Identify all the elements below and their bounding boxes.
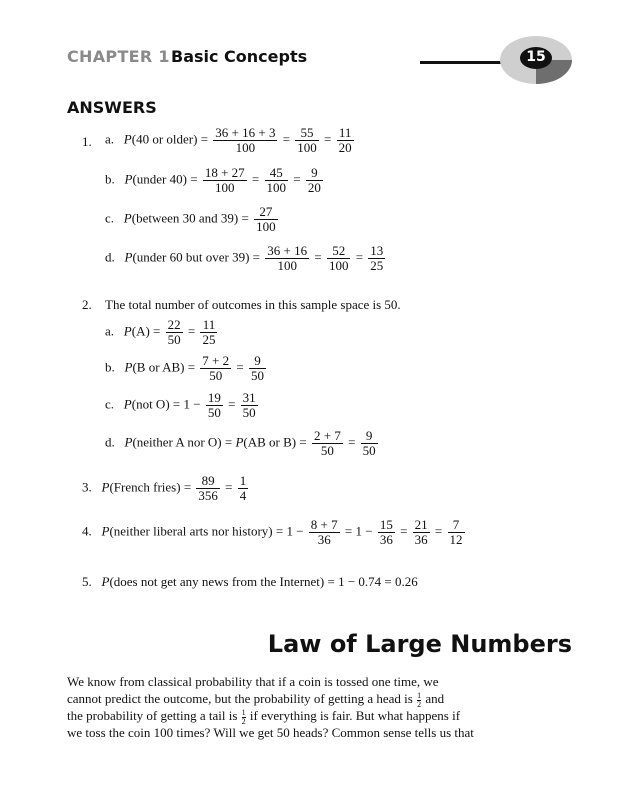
half-fraction-2 <box>242 709 246 726</box>
q1-b-f3-num: 9 <box>311 165 318 180</box>
q2-a-frac1 <box>166 318 183 347</box>
q2-d-label: d. <box>105 434 115 450</box>
q4-arg: (neither liberal arts nor history) <box>109 523 273 539</box>
q4-frac3 <box>413 518 430 547</box>
q3-f2-num: 1 <box>239 473 247 488</box>
chapter-title: Basic Concepts <box>171 47 308 66</box>
q1-b-f2-num: 45 <box>269 165 283 180</box>
q2-c-f2-num: 31 <box>242 390 256 405</box>
q1-a-f3-den: 20 <box>338 140 352 155</box>
q1-d-f2-num: 52 <box>332 243 346 258</box>
q1-c-p: P <box>123 210 132 226</box>
q1-b-p: P <box>124 171 133 187</box>
q5-arg: (does not get any news from the Internet) <box>109 574 325 589</box>
q3-f1-den: 356 <box>198 488 218 503</box>
q1-c-f1-den: 100 <box>256 219 276 234</box>
q2-d: d. P(neither A nor O) = P(AB or B) = $\frac{2 + 7}{50}$ = $\frac{9}{50}$ <box>105 428 376 458</box>
q5-p: P <box>101 574 110 589</box>
q2-a-arg: (A) <box>131 323 150 339</box>
q2-d-f2-den: 50 <box>362 443 376 458</box>
q4-p: P <box>101 523 110 539</box>
q5-rhs: = 1 − 0.74 = 0.26 <box>327 574 418 589</box>
q2-a-f1-num: 22 <box>167 317 181 332</box>
q2-b: b. P(B or AB) = $\frac{7 + 2}{50}$ = $\frac{9}{50}$ <box>105 353 264 383</box>
q1-d-f2-den: 100 <box>328 258 349 273</box>
q1-a-f2-num: 55 <box>300 125 314 140</box>
q4-f2-den: 36 <box>379 532 393 547</box>
q4-f1-num: 8 + 7 <box>310 517 338 532</box>
q1-a-f3-num: 11 <box>338 125 352 140</box>
q2-c-arg: (not O) <box>131 396 170 412</box>
q3: 3. P(French fries) = $\frac{89}{356}$ = $\frac{1}{4}$ <box>82 473 247 503</box>
q4-frac4 <box>448 518 465 547</box>
q2-a-label: a. <box>105 323 115 339</box>
q2-d-p: P <box>124 434 133 450</box>
q1-d-f3-num: 13 <box>370 243 384 258</box>
q1-b-f2-den: 100 <box>266 180 286 195</box>
q3-p: P <box>101 479 110 495</box>
q4-mid1: = 1 − <box>275 523 304 539</box>
q2-c-mid: = 1 − <box>172 396 201 412</box>
q4-number: 4. <box>82 523 92 539</box>
q1-a-frac1 <box>213 126 277 155</box>
q2-d-f2-num: 9 <box>365 428 373 443</box>
q1-c: c. P(between 30 and 39) = $\frac{27}{100}$ <box>105 204 276 234</box>
q4-mid2: = 1 − <box>344 523 373 539</box>
q1-a: a. P(40 or older) = $\frac{36 + 16 + 3}{100}$ = $\frac{55}{100}$ = $\frac{11}{20}$ <box>105 125 352 155</box>
body-line-2a: cannot predict the outcome, but the probability of getting a head is <box>67 691 413 706</box>
q1-b-label: b. <box>105 171 115 187</box>
q4-frac2 <box>378 518 395 547</box>
q3-number: 3. <box>82 479 92 495</box>
q1-b-frac2 <box>265 166 289 195</box>
body-line-2 <box>67 690 507 709</box>
half-den-2: 2 <box>241 716 246 726</box>
q1-a-label: a. <box>105 131 115 147</box>
q3-frac2 <box>238 474 249 503</box>
q2-d-f1-num: 2 + 7 <box>313 428 341 443</box>
q1-b-f1-den: 100 <box>203 180 247 195</box>
q2-b-f1-num: 7 + 2 <box>202 353 230 368</box>
q2-c-f1-num: 19 <box>207 390 221 405</box>
body-line-4: we toss the coin 100 times? Will we get 50 heads? Common sense tells us that <box>67 725 474 740</box>
q1-c-arg: (between 30 and 39) <box>131 210 239 226</box>
q2-d-frac2 <box>361 429 378 458</box>
q3-f1-num: 89 <box>201 473 215 488</box>
q1-b: b. P(under 40) = $\frac{18 + 27}{100}$ = $\frac{45}{100}$ = $\frac{9}{20}$ <box>105 165 321 195</box>
page-number: 15 <box>526 49 546 65</box>
q3-arg: (French fries) <box>109 479 181 495</box>
q2-b-frac2 <box>249 354 266 383</box>
q4-f3-den: 36 <box>414 532 428 547</box>
half-den: 2 <box>417 699 422 709</box>
q1-a-f1-den: 100 <box>213 140 277 155</box>
answers-heading: ANSWERS <box>67 98 157 117</box>
q2-a-f2-den: 25 <box>202 332 216 347</box>
q2-a-p: P <box>123 323 132 339</box>
q1-a-f1-num: 36 + 16 + 3 <box>215 125 276 140</box>
q4-f4-num: 7 <box>452 517 460 532</box>
half-num: 1 <box>417 690 422 700</box>
q1-d-f1-den: 100 <box>265 258 309 273</box>
q2-d-arg: (neither A nor O) <box>132 434 222 450</box>
q1-a-frac2 <box>295 126 319 155</box>
q2-c-frac2 <box>241 391 258 420</box>
q4-f4-den: 12 <box>449 532 463 547</box>
q1-b-frac1 <box>203 166 247 195</box>
q2-c-frac1 <box>206 391 223 420</box>
q1-c-f1-num: 27 <box>259 204 273 219</box>
q2-c: c. P(not O) = 1 − $\frac{19}{50}$ = $\frac{31}{50}$ <box>105 390 256 420</box>
q1-a-f2-den: 100 <box>297 140 317 155</box>
q2-b-f1-den: 50 <box>200 368 231 383</box>
q1-b-frac3 <box>306 166 323 195</box>
section-title: Law of Large Numbers <box>267 630 572 658</box>
q1-a-frac3 <box>337 126 354 155</box>
q1-d-frac2 <box>327 244 351 273</box>
q1-d: d. P(under 60 but over 39) = $\frac{36 + 16}{100}$ = $\frac{52}{100}$ = $\frac{13}{25}$ <box>105 243 384 273</box>
q1-c-frac1 <box>254 205 278 234</box>
chapter-label: CHAPTER 1 <box>67 47 170 66</box>
q2-d-f1-den: 50 <box>312 443 343 458</box>
q2-intro: The total number of outcomes in this sample space is 50. <box>105 297 401 312</box>
q1-d-f1-num: 36 + 16 <box>267 243 308 258</box>
q2-b-p: P <box>124 359 133 375</box>
q1-a-p: P <box>123 131 132 147</box>
q2-a-f2-num: 11 <box>202 317 216 332</box>
q1-d-frac1 <box>265 244 309 273</box>
q2-d-mid-arg: (AB or B) <box>243 434 297 450</box>
q1-d-p: P <box>124 249 133 265</box>
q1-d-arg: (under 60 but over 39) <box>132 249 250 265</box>
q1-d-frac3 <box>368 244 385 273</box>
q3-f2-den: 4 <box>239 488 247 503</box>
body-line-3a: the probability of getting a tail is <box>67 708 238 723</box>
q1-d-f3-den: 25 <box>370 258 384 273</box>
q1-b-f1-num: 18 + 27 <box>204 165 245 180</box>
q3-frac1 <box>196 474 220 503</box>
q1-b-arg: (under 40) <box>132 171 187 187</box>
q1-number: 1. <box>82 134 92 149</box>
q2-b-f2-num: 9 <box>254 353 261 368</box>
q2-d-frac1 <box>312 429 343 458</box>
q5-number: 5. <box>82 574 92 589</box>
body-line-2b: and <box>425 691 445 706</box>
q2-a-f1-den: 50 <box>167 332 181 347</box>
q2-c-label: c. <box>105 396 115 412</box>
q2-a-frac2 <box>200 318 217 347</box>
q2-b-frac1 <box>200 354 231 383</box>
q4-frac1 <box>309 518 340 547</box>
q4-f1-den: 36 <box>309 532 340 547</box>
q2-d-mid-p: P <box>235 434 244 450</box>
half-num-2: 1 <box>241 707 246 717</box>
q1-c-label: c. <box>105 210 115 226</box>
body-line-1: We know from classical probability that if a coin is tossed one time, we <box>67 674 439 689</box>
q1-a-arg: (40 or older) <box>131 131 198 147</box>
half-fraction <box>417 692 421 709</box>
q2-number: 2. <box>82 297 92 312</box>
q2-c-f2-den: 50 <box>242 405 256 420</box>
body-line-3 <box>67 707 507 726</box>
q2-b-f2-den: 50 <box>250 368 264 383</box>
q2-b-arg: (B or AB) <box>132 359 185 375</box>
q2-b-label: b. <box>105 359 115 375</box>
q1-d-label: d. <box>105 249 115 265</box>
q2-c-p: P <box>123 396 132 412</box>
q1-b-f3-den: 20 <box>307 180 321 195</box>
q2-a: a. P(A) = $\frac{22}{50}$ = $\frac{11}{25}$ <box>105 317 216 347</box>
q2-c-f1-den: 50 <box>207 405 221 420</box>
q5 <box>82 574 418 589</box>
q4-f3-num: 21 <box>414 517 428 532</box>
q4-f2-num: 15 <box>379 517 393 532</box>
body-line-3b: if everything is fair. But what happens if <box>249 708 461 723</box>
q4: 4. P(neither liberal arts nor history) = 1 − $\frac{8 + 7}{36}$ = 1 − $\frac{15}{36}$ = $\frac{21}{36}$ = $\frac{7}{12}$ <box>82 517 463 547</box>
